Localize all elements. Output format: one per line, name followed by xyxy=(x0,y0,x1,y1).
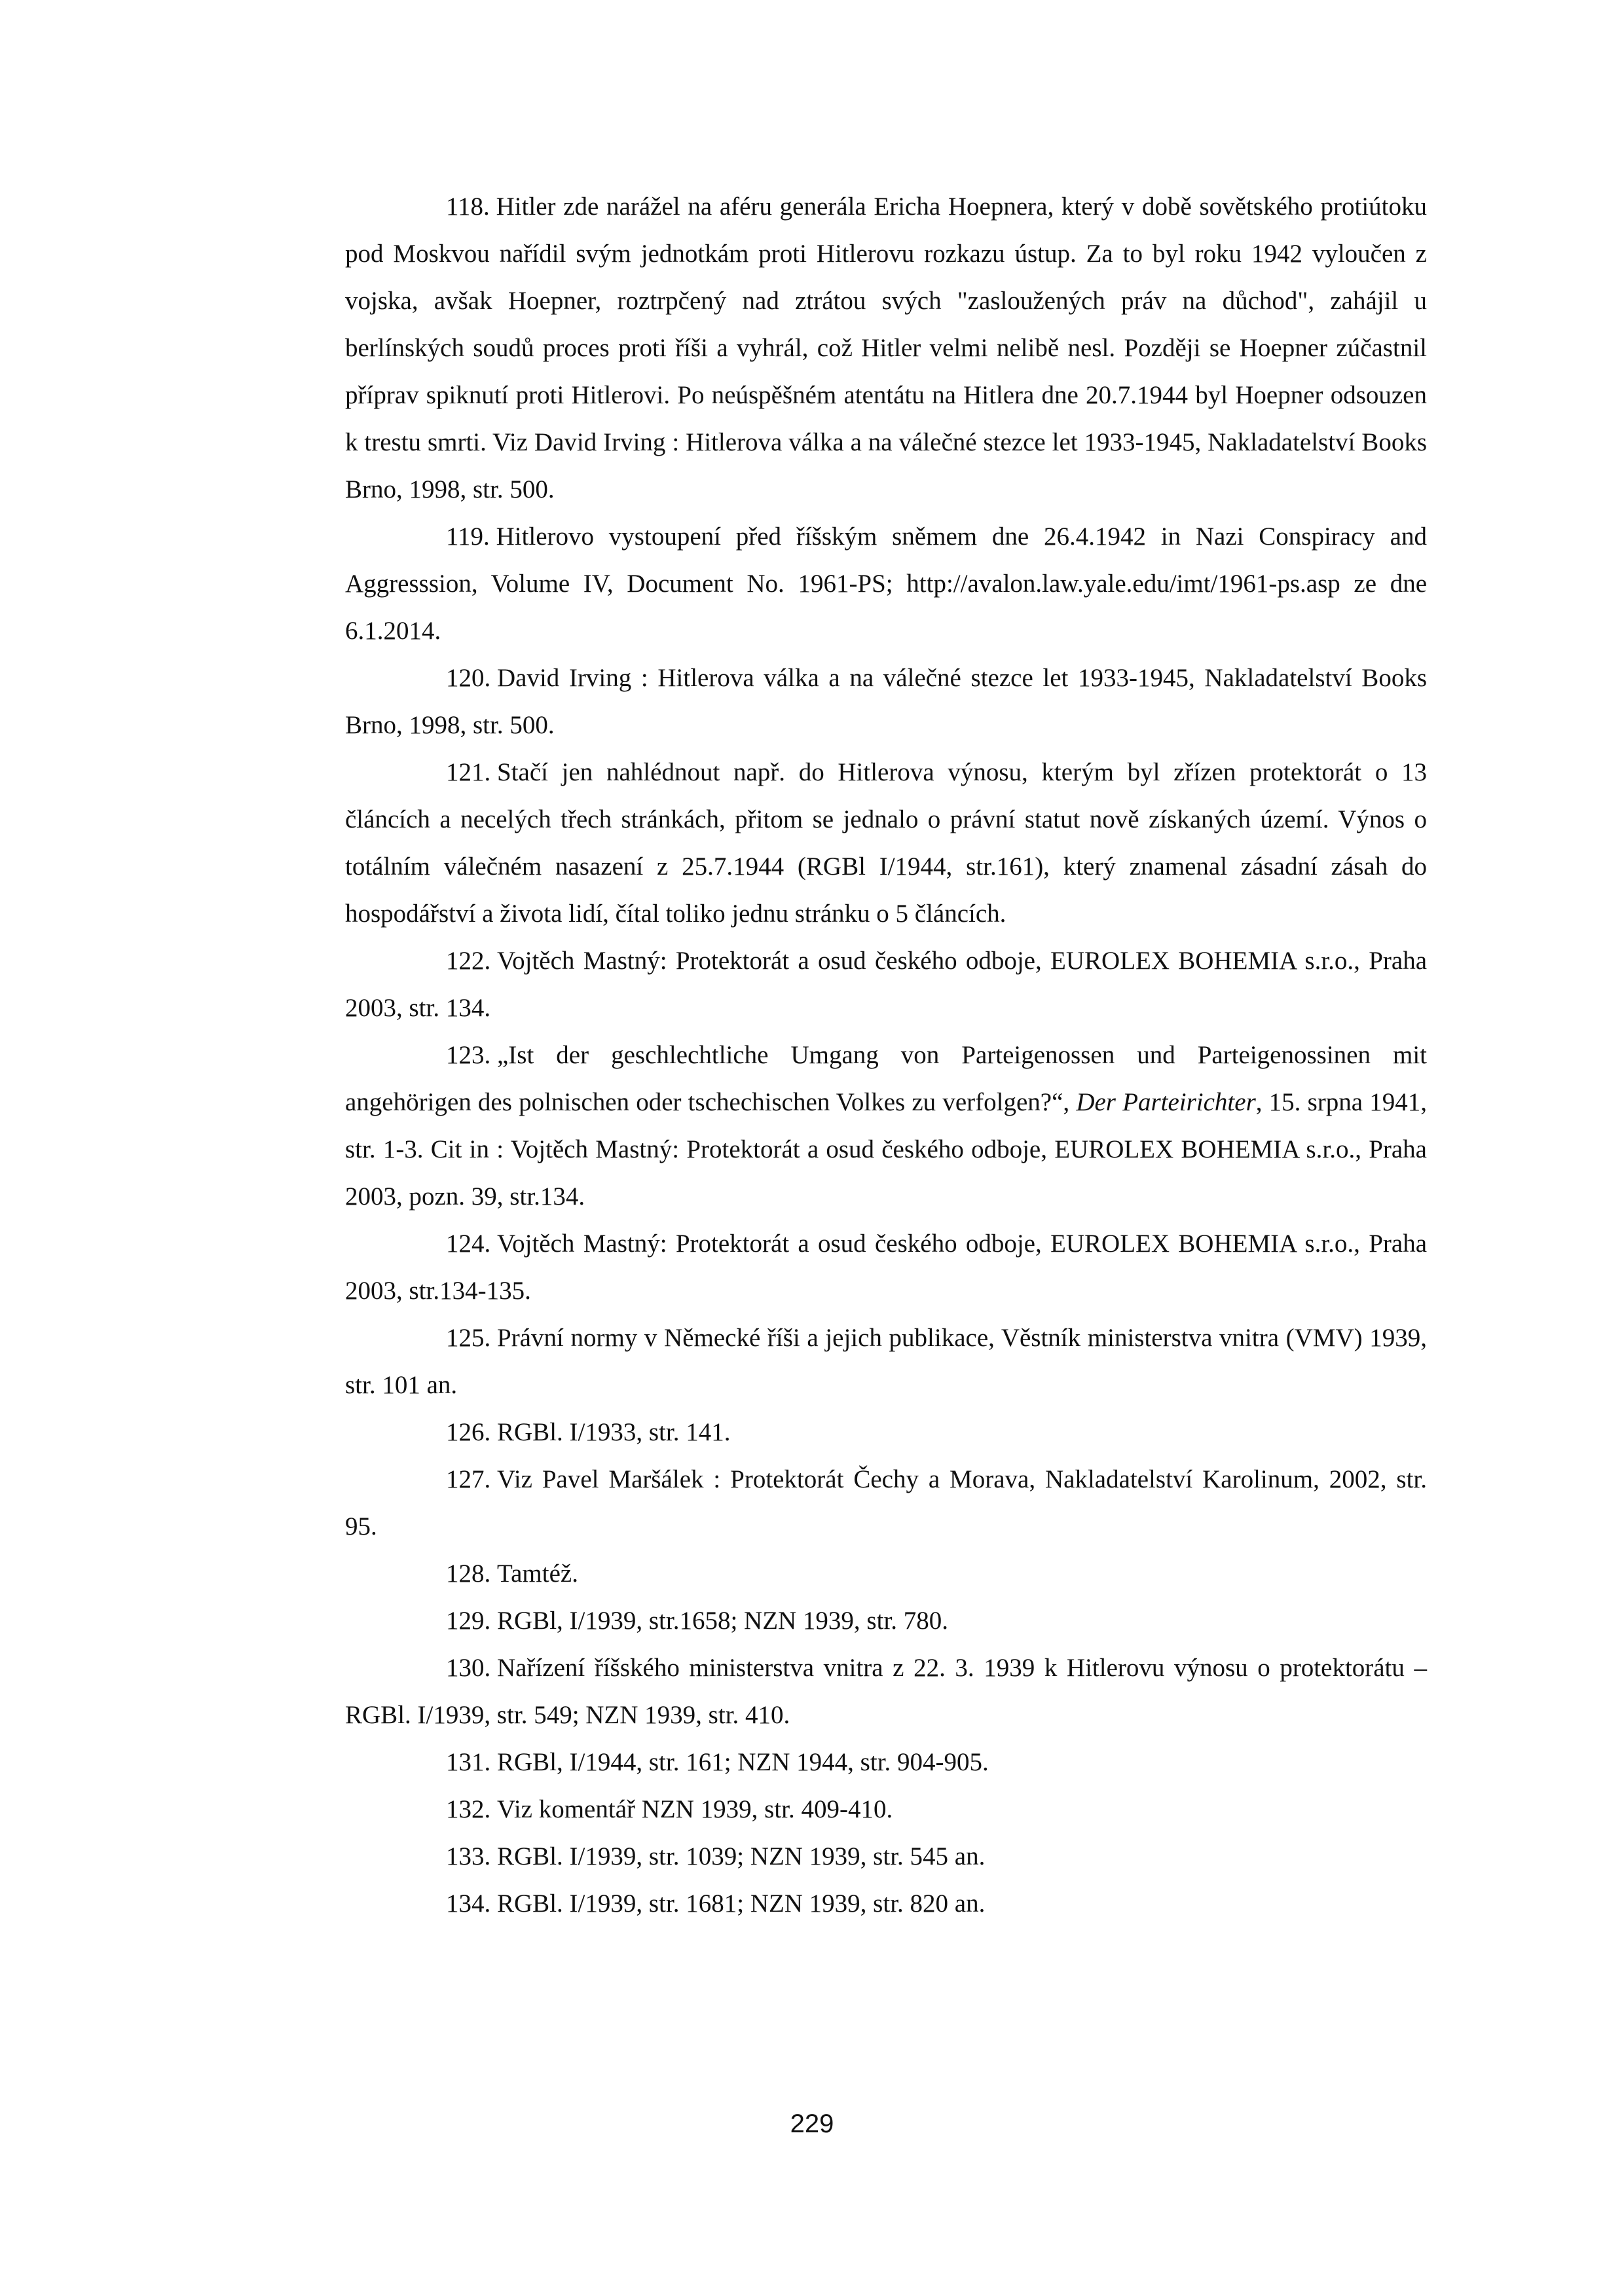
footnote-number: 126. xyxy=(446,1418,491,1446)
footnote-120 xyxy=(345,655,1427,749)
footnote-text: Viz komentář NZN 1939, str. 409-410. xyxy=(497,1795,893,1823)
footnote-129 xyxy=(345,1597,1427,1645)
footnote-number: 127. xyxy=(446,1465,491,1493)
footnote-126 xyxy=(345,1409,1427,1456)
footnote-number: 124. xyxy=(446,1230,491,1258)
footnote-number: 130. xyxy=(446,1654,491,1682)
footnote-121 xyxy=(345,749,1427,938)
footnote-122 xyxy=(345,938,1427,1032)
footnote-text: Nařízení říšského ministerstva vnitra z 22. 3. 1939 k Hitlerovu výnosu o protektorátu – RGBl. I/1939, str. 549; NZN 1939, str. 410. xyxy=(345,1654,1427,1729)
footnote-text: Vojtěch Mastný: Protektorát a osud českého odboje, EUROLEX BOHEMIA s.r.o., Praha 2003, str. 134. xyxy=(345,947,1427,1022)
footnote-123 xyxy=(345,1032,1427,1220)
footnote-number: 125. xyxy=(446,1324,491,1352)
footnote-130 xyxy=(345,1645,1427,1739)
footnote-text: Viz Pavel Maršálek : Protektorát Čechy a Morava, Nakladatelství Karolinum, 2002, str. 95. xyxy=(345,1465,1427,1540)
footnote-text: RGBl. I/1939, str. 1039; NZN 1939, str. 545 an. xyxy=(497,1842,986,1870)
footnote-text-continued: , 15. srpna 1941, str. 1-3. Cit in : Vojtěch Mastný: Protektorát a osud českého odboje, EUROLEX BOHEMIA s.r.o., Praha 2003, pozn. 39, str.134. xyxy=(345,1088,1427,1211)
footnote-number: 129. xyxy=(446,1607,491,1635)
page-number: 229 xyxy=(790,2109,834,2138)
footnote-119 xyxy=(345,513,1427,655)
footnote-text: RGBl, I/1944, str. 161; NZN 1944, str. 904-905. xyxy=(497,1748,989,1776)
footnote-134 xyxy=(345,1880,1427,1927)
footnote-text: Vojtěch Mastný: Protektorát a osud českého odboje, EUROLEX BOHEMIA s.r.o., Praha 2003, str.134-135. xyxy=(345,1230,1427,1305)
footnote-text: Právní normy v Německé říši a jejich publikace, Věstník ministerstva vnitra (VMV) 1939, str. 101 an. xyxy=(345,1324,1427,1399)
footnote-text: Hitlerovo vystoupení před říšským sněmem dne 26.4.1942 in Nazi Conspiracy and Aggresssion, Volume IV, Document No. 1961-PS; http://avalon.law.yale.edu/imt/1961-ps.asp ze dne 6.1.2014. xyxy=(345,522,1427,645)
footnote-number: 120. xyxy=(446,664,491,692)
footnote-text: Tamtéž. xyxy=(497,1559,578,1588)
footnote-text: RGBl, I/1939, str.1658; NZN 1939, str. 780. xyxy=(497,1607,949,1635)
footnotes-section xyxy=(345,183,1427,1927)
footnote-text: „Ist der geschlechtliche Umgang von Parteigenossen und Parteigenossinen mit angehörigen des polnischen oder tschechischen Volkes zu verfolgen?“, xyxy=(345,1041,1427,1116)
footnote-132 xyxy=(345,1786,1427,1833)
footnote-number: 122. xyxy=(446,947,491,975)
footnote-text: RGBl. I/1939, str. 1681; NZN 1939, str. 820 an. xyxy=(497,1889,986,1918)
footnote-124 xyxy=(345,1220,1427,1315)
footnote-number: 119. xyxy=(446,522,490,551)
footnote-127 xyxy=(345,1456,1427,1550)
footnote-number: 128. xyxy=(446,1559,491,1588)
footnote-text: David Irving : Hitlerova válka a na válečné stezce let 1933-1945, Nakladatelství Books Brno, 1998, str. 500. xyxy=(345,664,1427,739)
footnote-number: 118. xyxy=(446,192,490,221)
footnote-number: 133. xyxy=(446,1842,491,1870)
footnote-128 xyxy=(345,1550,1427,1597)
footnote-133 xyxy=(345,1833,1427,1880)
footnote-125 xyxy=(345,1315,1427,1409)
footnote-number: 121. xyxy=(446,758,491,786)
footnote-number: 131. xyxy=(446,1748,491,1776)
footnote-131 xyxy=(345,1739,1427,1786)
footnote-text: Stačí jen nahlédnout např. do Hitlerova výnosu, kterým byl zřízen protektorát o 13 článcích a necelých třech stránkách, přitom se jednalo o právní statut nově získaných území. Výnos o totálním válečném nasazení z 25.7.1944 (RGBl I/1944, str.161), který znamenal zásadní zásah do hospodářství a života lidí, čítal toliko jednu stránku o 5 článcích. xyxy=(345,758,1427,928)
footnote-text: Hitler zde narážel na aféru generála Ericha Hoepnera, který v době sovětského protiútoku pod Moskvou nařídil svým jednotkám proti Hitlerovu rozkazu ústup. Za to byl roku 1942 vyloučen z vojska, avšak Hoepner, roztrpčený nad ztrátou svých "zasloužených práv na důchod", zahájil u berlínských soudů proces proti říši a vyhrál, což Hitler velmi nelibě nesl. Později se Hoepner zúčastnil příprav spiknutí proti Hitlerovi. Po neúspěšném atentátu na Hitlera dne 20.7.1944 byl Hoepner odsouzen k trestu smrti. Viz David Irving : Hitlerova válka a na válečné stezce let 1933-1945, Nakladatelství Books Brno, 1998, str. 500. xyxy=(345,192,1427,503)
footnote-118 xyxy=(345,183,1427,513)
journal-title: Der Parteirichter xyxy=(1076,1088,1256,1116)
footnote-number: 132. xyxy=(446,1795,491,1823)
footnote-number: 123. xyxy=(446,1041,491,1069)
footnote-text: RGBl. I/1933, str. 141. xyxy=(497,1418,731,1446)
footnote-number: 134. xyxy=(446,1889,491,1918)
